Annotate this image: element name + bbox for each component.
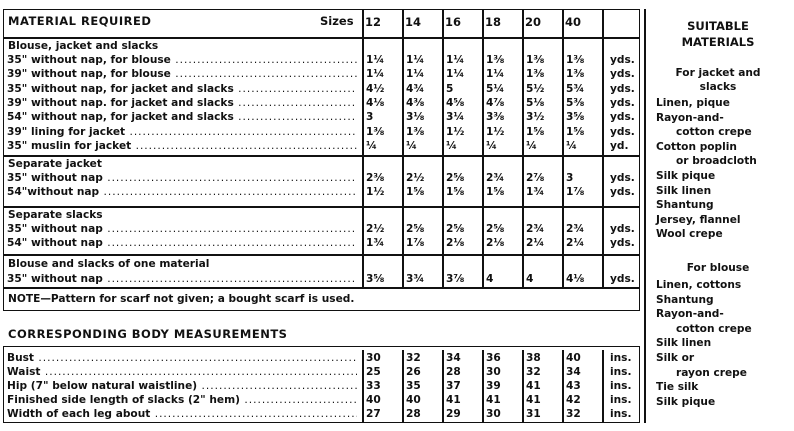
row-value: 1⅜ bbox=[366, 125, 385, 138]
row-label: 35" without nap, for jacket and slacks ..... bbox=[7, 82, 357, 96]
body-row-value: 30 bbox=[486, 366, 501, 378]
body-col-line-5 bbox=[562, 350, 564, 422]
row-value: 5⅜ bbox=[566, 96, 585, 109]
body-col-line-6 bbox=[602, 350, 604, 422]
material-row bbox=[3, 110, 639, 124]
material-row bbox=[3, 53, 639, 67]
row-unit: yds. bbox=[610, 96, 635, 109]
row-value: 4⅜ bbox=[406, 96, 425, 109]
body-row-label: Hip (7" below natural waistline) ..... bbox=[7, 379, 357, 393]
body-row-value: 33 bbox=[366, 380, 381, 392]
row-value: 4⅝ bbox=[446, 96, 465, 109]
jacket-material-item: Silk pique bbox=[656, 170, 716, 182]
body-row-value: 32 bbox=[406, 352, 421, 364]
row-value: 1⅞ bbox=[566, 186, 585, 198]
row-value: 2⅛ bbox=[486, 237, 505, 249]
row-value: 3½ bbox=[526, 111, 545, 124]
section-divider-0 bbox=[3, 155, 639, 157]
material-row bbox=[3, 82, 639, 96]
note-divider bbox=[3, 287, 639, 289]
row-value: 1⅜ bbox=[566, 68, 585, 81]
row-value: 5 bbox=[446, 82, 454, 95]
material-col-line-2 bbox=[442, 9, 444, 287]
jacket-material-item: Wool crepe bbox=[656, 228, 723, 241]
row-value: 5½ bbox=[526, 82, 545, 95]
row-value: 1⅞ bbox=[406, 237, 425, 249]
row-value: ¼ bbox=[406, 139, 417, 152]
body-row-value: 35 bbox=[406, 380, 421, 392]
row-value: 1½ bbox=[366, 186, 385, 198]
suitable-title-1: SUITABLE bbox=[687, 19, 749, 33]
body-row-value: 39 bbox=[486, 380, 501, 392]
row-value: 3 bbox=[366, 111, 374, 124]
body-row-value: 27 bbox=[366, 408, 381, 420]
row-value: 1¼ bbox=[446, 68, 465, 81]
material-col-line-5 bbox=[562, 9, 564, 287]
material-title: MATERIAL REQUIRED bbox=[8, 14, 152, 28]
body-row bbox=[3, 393, 639, 407]
row-value: 2¾ bbox=[526, 223, 545, 235]
row-unit: yds. bbox=[610, 237, 635, 249]
body-row-label: Width of each leg about ..... bbox=[7, 407, 357, 421]
row-value: 1¼ bbox=[406, 54, 425, 66]
row-value: 2¼ bbox=[526, 237, 545, 249]
body-row-value: 34 bbox=[566, 366, 581, 378]
body-row-label: Waist ..... bbox=[7, 365, 357, 379]
body-row-value: 43 bbox=[566, 380, 581, 392]
material-row bbox=[3, 67, 639, 81]
material-row bbox=[3, 272, 639, 286]
row-value: 3¾ bbox=[406, 273, 425, 285]
row-unit: yds. bbox=[610, 125, 635, 138]
row-value: ¼ bbox=[526, 139, 537, 152]
body-col-line-4 bbox=[522, 350, 524, 422]
row-unit: yds. bbox=[610, 54, 635, 66]
body-row-label: Finished side length of slacks (2" hem) ..... bbox=[7, 393, 357, 407]
row-value: 1½ bbox=[486, 125, 505, 138]
row-value: 3⅜ bbox=[486, 111, 505, 124]
row-value: 2⅛ bbox=[446, 237, 465, 249]
body-row-value: 34 bbox=[446, 352, 461, 364]
material-row bbox=[3, 222, 639, 236]
jacket-material-item: Jersey, flannel bbox=[656, 213, 741, 226]
row-unit: yds. bbox=[610, 273, 635, 285]
blouse-material-item: Rayon-and- bbox=[656, 308, 724, 321]
row-unit: yds. bbox=[610, 186, 635, 198]
body-row-unit: ins. bbox=[610, 366, 632, 378]
row-unit: yds. bbox=[610, 68, 635, 81]
jacket-material-item: or broadcloth bbox=[676, 155, 757, 168]
section-heading-2: Separate slacks bbox=[8, 209, 103, 221]
row-label: 39" without nap. for jacket and slacks ..... bbox=[7, 96, 357, 110]
row-unit: yds. bbox=[610, 223, 635, 235]
blouse-material-item: Silk or bbox=[656, 352, 695, 364]
row-label: 54" without nap, for jacket and slacks ..... bbox=[7, 110, 357, 124]
size-header-20: 20 bbox=[525, 15, 542, 29]
row-value: 2⅝ bbox=[406, 223, 425, 235]
row-value: 3⅝ bbox=[566, 111, 585, 124]
body-row-value: 26 bbox=[406, 366, 421, 378]
row-label: 35" without nap ..... bbox=[7, 222, 357, 236]
row-label: 54" without nap ..... bbox=[7, 236, 357, 250]
row-value: 1¼ bbox=[486, 68, 505, 81]
row-value: 1½ bbox=[446, 125, 465, 138]
row-value: 1¾ bbox=[366, 237, 385, 249]
row-value: 3⅝ bbox=[366, 273, 385, 285]
body-row bbox=[3, 351, 639, 365]
blouse-material-item: Silk pique bbox=[656, 395, 716, 408]
body-row-value: 28 bbox=[446, 366, 461, 378]
row-value: 4 bbox=[526, 273, 534, 285]
body-row-value: 30 bbox=[486, 408, 501, 420]
row-label: 39" without nap, for blouse ..... bbox=[7, 67, 357, 81]
row-value: 1¾ bbox=[526, 186, 545, 198]
jacket-material-item: Silk linen bbox=[656, 184, 712, 197]
blouse-material-item: Linen, cottons bbox=[656, 279, 742, 291]
suitable-title-2: MATERIALS bbox=[681, 35, 755, 49]
section-heading-1: Separate jacket bbox=[8, 158, 102, 170]
jacket-material-item: Rayon-and- bbox=[656, 111, 724, 124]
row-value: 2½ bbox=[366, 223, 385, 235]
row-value: 4⅛ bbox=[566, 273, 585, 285]
body-col-line-1 bbox=[402, 350, 404, 422]
body-row-value: 37 bbox=[446, 380, 461, 392]
material-col-line-3 bbox=[482, 9, 484, 287]
row-value: 1⅝ bbox=[446, 186, 465, 198]
row-value: 4⅛ bbox=[366, 96, 385, 109]
material-row bbox=[3, 125, 639, 139]
body-row-unit: ins. bbox=[610, 408, 632, 420]
section-heading-3: Blouse and slacks of one material bbox=[8, 258, 210, 270]
blouse-material-item: rayon crepe bbox=[676, 366, 747, 379]
row-value: 4 bbox=[486, 273, 494, 285]
body-row-value: 41 bbox=[526, 394, 541, 406]
body-row-value: 32 bbox=[566, 408, 581, 420]
row-value: 4⅞ bbox=[486, 96, 505, 109]
size-header-12: 12 bbox=[365, 15, 382, 29]
jacket-material-item: cotton crepe bbox=[676, 126, 752, 139]
material-row bbox=[3, 139, 639, 153]
material-row bbox=[3, 185, 639, 199]
body-row-value: 40 bbox=[406, 394, 421, 406]
material-row bbox=[3, 171, 639, 185]
row-value: 1⅝ bbox=[406, 186, 425, 198]
body-row bbox=[3, 407, 639, 421]
row-value: 1¼ bbox=[366, 54, 385, 66]
body-row bbox=[3, 365, 639, 379]
section-divider-2 bbox=[3, 254, 639, 256]
material-col-line-0 bbox=[362, 9, 364, 287]
row-label: 54"without nap ..... bbox=[7, 185, 357, 199]
row-label: 35" without nap ..... bbox=[7, 171, 357, 185]
body-col-line-2 bbox=[442, 350, 444, 422]
row-value: 4½ bbox=[366, 82, 385, 95]
body-col-line-0 bbox=[362, 350, 364, 422]
body-row-value: 28 bbox=[406, 408, 421, 420]
row-value: 2¾ bbox=[486, 172, 505, 184]
row-value: 5¾ bbox=[566, 82, 585, 95]
sizes-label: Sizes bbox=[320, 14, 354, 28]
blouse-material-item: cotton crepe bbox=[676, 322, 752, 335]
suitable-divider bbox=[644, 9, 646, 423]
body-row-value: 40 bbox=[566, 352, 581, 364]
section-divider-1 bbox=[3, 206, 639, 208]
row-unit: yds. bbox=[610, 111, 635, 124]
blouse-material-item: Tie silk bbox=[656, 381, 699, 394]
body-row-value: 36 bbox=[486, 352, 501, 364]
jacket-heading-2: slacks bbox=[699, 81, 737, 93]
row-value: 1⅜ bbox=[486, 54, 505, 66]
row-value: 1⅜ bbox=[526, 68, 545, 81]
jacket-material-item: Linen, pique bbox=[656, 97, 730, 109]
size-header-18: 18 bbox=[485, 15, 502, 29]
body-row-value: 41 bbox=[486, 394, 501, 406]
body-row-label: Bust ..... bbox=[7, 351, 357, 365]
size-header-14: 14 bbox=[405, 15, 422, 29]
row-value: 3 bbox=[566, 172, 574, 184]
scarf-note: NOTE—Pattern for scarf not given; a bought scarf is used. bbox=[8, 293, 355, 305]
row-value: 2⅝ bbox=[446, 172, 465, 184]
blouse-material-item: Silk linen bbox=[656, 337, 712, 350]
material-col-line-4 bbox=[522, 9, 524, 287]
body-row-value: 30 bbox=[366, 352, 381, 364]
row-value: ¼ bbox=[446, 139, 457, 152]
row-label: 35" without nap ..... bbox=[7, 272, 357, 286]
material-row bbox=[3, 236, 639, 250]
row-unit: yd. bbox=[610, 139, 629, 152]
row-label: 39" lining for jacket ..... bbox=[7, 125, 357, 139]
body-row-value: 29 bbox=[446, 408, 461, 420]
body-row-value: 32 bbox=[526, 366, 541, 378]
body-row-unit: ins. bbox=[610, 394, 632, 406]
row-value: 3⅛ bbox=[406, 111, 425, 124]
blouse-material-item: Shantung bbox=[656, 293, 714, 306]
size-header-16: 16 bbox=[445, 15, 462, 29]
row-value: 1¼ bbox=[366, 68, 385, 81]
row-value: 1¼ bbox=[406, 68, 425, 81]
row-value: 1⅝ bbox=[486, 186, 505, 198]
row-value: ¼ bbox=[486, 139, 497, 152]
size-header-40: 40 bbox=[565, 15, 582, 29]
row-value: 5⅛ bbox=[526, 96, 545, 109]
material-col-line-1 bbox=[402, 9, 404, 287]
row-unit: yds. bbox=[610, 82, 635, 95]
body-row-unit: ins. bbox=[610, 380, 632, 392]
row-label: 35" without nap, for blouse ..... bbox=[7, 53, 357, 67]
body-row-value: 40 bbox=[366, 394, 381, 406]
row-value: 1⅝ bbox=[526, 125, 545, 138]
row-value: 4¾ bbox=[406, 82, 425, 95]
blouse-heading: For blouse bbox=[686, 262, 750, 274]
row-value: ¼ bbox=[366, 139, 377, 152]
body-row-value: 41 bbox=[526, 380, 541, 392]
row-value: ¼ bbox=[566, 139, 577, 152]
body-row-value: 41 bbox=[446, 394, 461, 406]
row-value: 2¼ bbox=[566, 237, 585, 249]
body-row-value: 25 bbox=[366, 366, 381, 378]
body-row-value: 31 bbox=[526, 408, 541, 420]
row-value: 2¾ bbox=[566, 223, 585, 235]
row-value: 1¼ bbox=[446, 54, 465, 66]
row-value: 1⅜ bbox=[526, 54, 545, 66]
material-row bbox=[3, 96, 639, 110]
body-row-value: 42 bbox=[566, 394, 581, 406]
jacket-material-item: Cotton poplin bbox=[656, 140, 737, 153]
row-value: 2⅜ bbox=[366, 172, 385, 184]
row-value: 1⅜ bbox=[406, 125, 425, 138]
row-value: 3¼ bbox=[446, 111, 465, 124]
jacket-material-item: Shantung bbox=[656, 199, 714, 212]
row-value: 1⅜ bbox=[566, 54, 585, 66]
row-value: 2½ bbox=[406, 172, 425, 184]
material-col-line-6 bbox=[602, 9, 604, 287]
body-row-value: 38 bbox=[526, 352, 541, 364]
body-col-line-3 bbox=[482, 350, 484, 422]
row-value: 2⅝ bbox=[446, 223, 465, 235]
body-row-unit: ins. bbox=[610, 352, 632, 364]
row-value: 2⅞ bbox=[526, 172, 545, 184]
row-label: 35" muslin for jacket ..... bbox=[7, 139, 357, 153]
row-value: 1⅝ bbox=[566, 125, 585, 138]
row-value: 2⅝ bbox=[486, 223, 505, 235]
body-title: CORRESPONDING BODY MEASUREMENTS bbox=[8, 327, 288, 341]
row-value: 5¼ bbox=[486, 82, 505, 95]
row-value: 3⅞ bbox=[446, 273, 465, 285]
body-row bbox=[3, 379, 639, 393]
jacket-heading-1: For jacket and bbox=[675, 67, 761, 79]
row-unit: yds. bbox=[610, 172, 635, 184]
section-heading-0: Blouse, jacket and slacks bbox=[8, 40, 159, 52]
